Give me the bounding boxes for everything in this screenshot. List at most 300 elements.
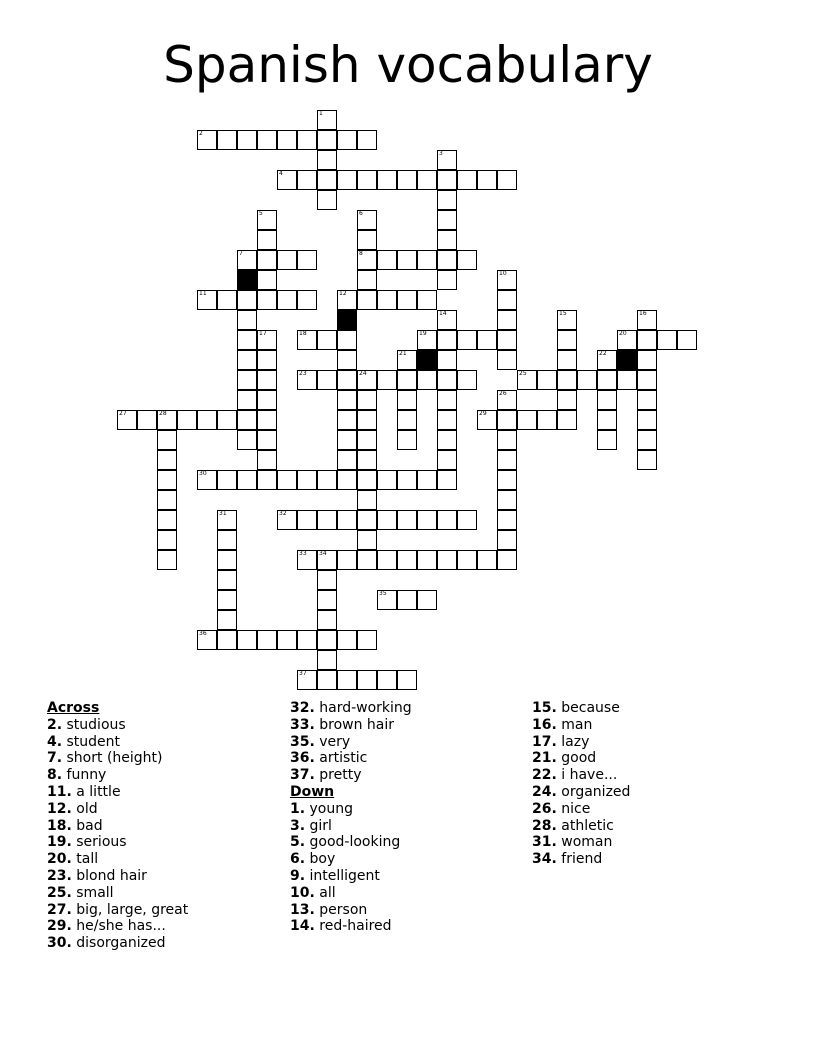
crossword-cell[interactable] — [337, 470, 357, 490]
crossword-cell[interactable] — [137, 410, 157, 430]
crossword-cell[interactable] — [197, 630, 217, 650]
clue-number: 25 — [519, 370, 527, 377]
clue-column-2 — [290, 700, 412, 935]
crossword-cell[interactable] — [417, 250, 437, 270]
page-title: Spanish vocabulary — [163, 36, 653, 94]
crossword-cell[interactable] — [257, 390, 277, 410]
crossword-cell[interactable] — [537, 410, 557, 430]
crossword-cell[interactable] — [277, 290, 297, 310]
crossword-cell[interactable] — [217, 630, 237, 650]
clue-text: hard-working — [314, 700, 412, 716]
crossword-cell[interactable] — [517, 370, 537, 390]
crossword-cell[interactable] — [217, 550, 237, 570]
clue-number: 4 — [279, 170, 283, 177]
crossword-cell[interactable] — [317, 610, 337, 630]
crossword-cell[interactable] — [357, 390, 377, 410]
crossword-cell[interactable] — [257, 290, 277, 310]
crossword-cell[interactable] — [157, 490, 177, 510]
crossword-cell[interactable] — [217, 470, 237, 490]
crossword-cell[interactable] — [257, 630, 277, 650]
crossword-cell[interactable] — [197, 410, 217, 430]
clue-number: 11 — [199, 290, 207, 297]
crossword-cell[interactable] — [577, 370, 597, 390]
crossword-cell[interactable] — [477, 330, 497, 350]
crossword-cell[interactable] — [597, 350, 617, 370]
crossword-cell[interactable] — [117, 410, 137, 430]
crossword-cell[interactable] — [557, 390, 577, 410]
crossword-cell[interactable] — [317, 590, 337, 610]
crossword-cell[interactable] — [497, 270, 517, 290]
across-heading: Across — [47, 700, 100, 716]
crossword-cell[interactable] — [337, 170, 357, 190]
clue-text: i have... — [556, 767, 618, 784]
clue-text: pretty — [314, 767, 362, 784]
crossword-cell[interactable] — [457, 510, 477, 530]
crossword-cell[interactable] — [437, 450, 457, 470]
across-clue — [47, 818, 188, 835]
crossword-cell[interactable] — [497, 410, 517, 430]
crossword-cell[interactable] — [477, 550, 497, 570]
across-clue — [47, 918, 188, 935]
crossword-cell[interactable] — [357, 630, 377, 650]
clue-number-label: 18. — [47, 817, 72, 834]
crossword-cell[interactable] — [217, 590, 237, 610]
crossword-cell[interactable] — [437, 250, 457, 270]
clue-number-label: 29. — [47, 918, 72, 935]
crossword-cell[interactable] — [257, 270, 277, 290]
crossword-cell[interactable] — [357, 550, 377, 570]
crossword-cell[interactable] — [597, 410, 617, 430]
down-clue — [532, 767, 630, 784]
crossword-cell[interactable] — [437, 190, 457, 210]
crossword-cell[interactable] — [597, 370, 617, 390]
crossword-cell[interactable] — [157, 410, 177, 430]
crossword-cell[interactable] — [437, 210, 457, 230]
crossword-cell[interactable] — [437, 470, 457, 490]
crossword-cell[interactable] — [637, 410, 657, 430]
clue-number: 37 — [299, 670, 307, 677]
crossword-cell[interactable] — [397, 510, 417, 530]
crossword-cell[interactable] — [557, 370, 577, 390]
clue-text: very — [314, 733, 351, 750]
crossword-cell[interactable] — [377, 510, 397, 530]
crossword-cell[interactable] — [497, 510, 517, 530]
crossword-cell[interactable] — [157, 430, 177, 450]
crossword-cell[interactable] — [257, 410, 277, 430]
clue-number: 26 — [499, 390, 507, 397]
crossword-cell[interactable] — [417, 330, 437, 350]
crossword-cell[interactable] — [437, 510, 457, 530]
crossword-cell[interactable] — [417, 510, 437, 530]
crossword-cell[interactable] — [297, 130, 317, 150]
crossword-cell[interactable] — [357, 230, 377, 250]
crossword-cell[interactable] — [377, 550, 397, 570]
crossword-cell[interactable] — [337, 370, 357, 390]
crossword-cell[interactable] — [397, 390, 417, 410]
clue-number-label: 14. — [290, 918, 315, 935]
crossword-cell[interactable] — [557, 330, 577, 350]
crossword-cell[interactable] — [337, 350, 357, 370]
crossword-cell[interactable] — [297, 630, 317, 650]
crossword-cell[interactable] — [357, 450, 377, 470]
clue-number-label: 1. — [290, 800, 306, 817]
clue-text: brown hair — [314, 716, 395, 733]
crossword-cell[interactable] — [257, 350, 277, 370]
crossword-cell[interactable] — [337, 410, 357, 430]
down-clue — [532, 734, 630, 751]
crossword-cell[interactable] — [277, 510, 297, 530]
crossword-cell[interactable] — [337, 290, 357, 310]
crossword-cell[interactable] — [237, 350, 257, 370]
crossword-cell[interactable] — [237, 330, 257, 350]
crossword-cell[interactable] — [297, 550, 317, 570]
crossword-cell[interactable] — [437, 170, 457, 190]
crossword-cell[interactable] — [257, 430, 277, 450]
clue-number: 6 — [359, 210, 363, 217]
crossword-cell[interactable] — [237, 370, 257, 390]
crossword-cell[interactable] — [397, 290, 417, 310]
crossword-cell[interactable] — [437, 390, 457, 410]
clue-text: blond hair — [71, 867, 147, 884]
crossword-cell[interactable] — [657, 330, 677, 350]
across-clue — [47, 784, 188, 801]
crossword-cell[interactable] — [297, 370, 317, 390]
crossword-cell[interactable] — [397, 670, 417, 690]
crossword-cell[interactable] — [357, 170, 377, 190]
clue-text: big, large, great — [71, 901, 189, 918]
clue-number: 23 — [299, 370, 307, 377]
crossword-cell[interactable] — [257, 210, 277, 230]
crossword-cell[interactable] — [557, 410, 577, 430]
crossword-cell[interactable] — [417, 550, 437, 570]
crossword-cell[interactable] — [397, 430, 417, 450]
crossword-cell[interactable] — [377, 590, 397, 610]
crossword-cell[interactable] — [317, 130, 337, 150]
crossword-cell[interactable] — [637, 390, 657, 410]
clue-number-label: 11. — [47, 783, 72, 800]
clue-text: serious — [71, 834, 127, 851]
crossword-cell[interactable] — [377, 470, 397, 490]
crossword-cell[interactable] — [417, 170, 437, 190]
crossword-cell[interactable] — [437, 230, 457, 250]
crossword-cell[interactable] — [317, 670, 337, 690]
crossword-cell[interactable] — [297, 470, 317, 490]
crossword-cell[interactable] — [637, 310, 657, 330]
crossword-cell[interactable] — [497, 450, 517, 470]
crossword-cell[interactable] — [457, 170, 477, 190]
crossword-cell[interactable] — [297, 170, 317, 190]
clue-number-label: 2. — [47, 716, 63, 733]
clue-number-label: 31. — [532, 834, 557, 851]
crossword-cell[interactable] — [257, 330, 277, 350]
crossword-cell[interactable] — [357, 210, 377, 230]
crossword-cell[interactable] — [357, 670, 377, 690]
crossword-cell[interactable] — [357, 270, 377, 290]
crossword-cell[interactable] — [497, 390, 517, 410]
clue-number: 1 — [319, 110, 323, 117]
clue-number-label: 3. — [290, 817, 306, 834]
crossword-cell[interactable] — [197, 290, 217, 310]
clue-text: lazy — [556, 733, 590, 750]
crossword-cell[interactable] — [257, 230, 277, 250]
crossword-cell[interactable] — [297, 510, 317, 530]
crossword-cell[interactable] — [217, 290, 237, 310]
crossword-cell[interactable] — [677, 330, 697, 350]
crossword-cell[interactable] — [397, 370, 417, 390]
crossword-cell[interactable] — [497, 290, 517, 310]
crossword-cell[interactable] — [637, 370, 657, 390]
crossword-cell[interactable] — [417, 290, 437, 310]
crossword-cell[interactable] — [157, 470, 177, 490]
crossword-cell[interactable] — [497, 330, 517, 350]
crossword-cell[interactable] — [317, 550, 337, 570]
clue-number-label: 35. — [290, 733, 315, 750]
crossword-cell[interactable] — [497, 530, 517, 550]
crossword-cell[interactable] — [357, 470, 377, 490]
clue-text: nice — [556, 800, 591, 817]
crossword-cell[interactable] — [377, 170, 397, 190]
crossword-cell[interactable] — [337, 630, 357, 650]
crossword-cell[interactable] — [217, 570, 237, 590]
crossword-cell[interactable] — [237, 250, 257, 270]
crossword-cell[interactable] — [357, 290, 377, 310]
crossword-cell[interactable] — [297, 290, 317, 310]
crossword-cell[interactable] — [277, 130, 297, 150]
crossword-cell[interactable] — [377, 290, 397, 310]
crossword-cell[interactable] — [217, 510, 237, 530]
crossword-cell[interactable] — [437, 330, 457, 350]
crossword-cell[interactable] — [377, 670, 397, 690]
clue-number-label: 4. — [47, 733, 63, 750]
crossword-cell[interactable] — [537, 370, 557, 390]
crossword-cell[interactable] — [297, 670, 317, 690]
clue-text: good — [556, 750, 597, 767]
crossword-cell[interactable] — [337, 510, 357, 530]
crossword-cell[interactable] — [637, 350, 657, 370]
crossword-cell[interactable] — [337, 330, 357, 350]
clue-column-3 — [532, 700, 630, 868]
clue-number: 5 — [259, 210, 263, 217]
crossword-cell[interactable] — [217, 410, 237, 430]
clue-number-label: 20. — [47, 851, 72, 868]
crossword-cell[interactable] — [437, 410, 457, 430]
clue-text: good-looking — [305, 834, 401, 851]
crossword-cell[interactable] — [397, 410, 417, 430]
clue-number-label: 37. — [290, 767, 315, 784]
clue-number: 17 — [259, 330, 267, 337]
clue-number-label: 21. — [532, 750, 557, 767]
crossword-cell[interactable] — [337, 430, 357, 450]
clue-text: intelligent — [305, 867, 380, 884]
crossword-cell[interactable] — [437, 270, 457, 290]
crossword-cell[interactable] — [317, 510, 337, 530]
crossword-cell[interactable] — [357, 430, 377, 450]
crossword-cell[interactable] — [557, 350, 577, 370]
crossword-cell[interactable] — [457, 550, 477, 570]
crossword-cell[interactable] — [597, 390, 617, 410]
clue-number: 10 — [499, 270, 507, 277]
crossword-cell[interactable] — [357, 510, 377, 530]
crossword-cell[interactable] — [497, 350, 517, 370]
crossword-cell[interactable] — [317, 150, 337, 170]
crossword-cell[interactable] — [157, 530, 177, 550]
crossword-cell[interactable] — [397, 250, 417, 270]
crossword-cell[interactable] — [637, 450, 657, 470]
clue-number: 19 — [419, 330, 427, 337]
crossword-cell[interactable] — [157, 450, 177, 470]
crossword-cell[interactable] — [317, 330, 337, 350]
crossword-cell[interactable] — [317, 170, 337, 190]
crossword-cell[interactable] — [457, 250, 477, 270]
crossword-cell[interactable] — [497, 430, 517, 450]
crossword-cell[interactable] — [297, 330, 317, 350]
crossword-cell[interactable] — [277, 170, 297, 190]
clue-number-label: 33. — [290, 716, 315, 733]
clue-text: student — [62, 733, 121, 750]
clue-text: boy — [305, 851, 336, 868]
crossword-cell[interactable] — [477, 170, 497, 190]
crossword-cell[interactable] — [357, 370, 377, 390]
clue-text: woman — [556, 834, 613, 851]
crossword-cell[interactable] — [237, 390, 257, 410]
crossword-cell[interactable] — [337, 550, 357, 570]
clue-number: 34 — [319, 550, 327, 557]
crossword-cell[interactable] — [497, 470, 517, 490]
crossword-cell[interactable] — [297, 250, 317, 270]
crossword-cell[interactable] — [237, 470, 257, 490]
crossword-cell[interactable] — [437, 550, 457, 570]
crossword-cell[interactable] — [357, 130, 377, 150]
crossword-cell[interactable] — [477, 410, 497, 430]
crossword-cell[interactable] — [237, 430, 257, 450]
clue-number-label: 12. — [47, 800, 72, 817]
crossword-cell[interactable] — [397, 550, 417, 570]
black-square — [617, 350, 637, 370]
crossword-cell[interactable] — [237, 290, 257, 310]
crossword-cell[interactable] — [237, 630, 257, 650]
clue-number: 24 — [359, 370, 367, 377]
crossword-cell[interactable] — [397, 470, 417, 490]
crossword-cell[interactable] — [257, 470, 277, 490]
clue-number-label: 7. — [47, 750, 63, 767]
crossword-cell[interactable] — [517, 410, 537, 430]
clue-text: small — [71, 884, 114, 901]
crossword-cell[interactable] — [417, 590, 437, 610]
crossword-cell[interactable] — [357, 490, 377, 510]
crossword-cell[interactable] — [257, 370, 277, 390]
crossword-cell[interactable] — [557, 310, 577, 330]
clue-text: a little — [71, 783, 121, 800]
clue-text: bad — [71, 817, 103, 834]
crossword-cell[interactable] — [317, 650, 337, 670]
crossword-cell[interactable] — [397, 350, 417, 370]
clue-number-label: 32. — [290, 700, 315, 716]
clue-number-label: 16. — [532, 716, 557, 733]
clue-number: 29 — [479, 410, 487, 417]
crossword-cell[interactable] — [317, 370, 337, 390]
crossword-cell[interactable] — [397, 170, 417, 190]
crossword-cell[interactable] — [637, 430, 657, 450]
crossword-cell[interactable] — [457, 330, 477, 350]
crossword-cell[interactable] — [257, 250, 277, 270]
down-clue — [532, 818, 630, 835]
clue-number-label: 23. — [47, 867, 72, 884]
crossword-cell[interactable] — [437, 310, 457, 330]
crossword-cell[interactable] — [217, 610, 237, 630]
crossword-cell[interactable] — [177, 410, 197, 430]
crossword-cell[interactable] — [197, 130, 217, 150]
crossword-cell[interactable] — [377, 250, 397, 270]
clue-text: disorganized — [71, 935, 166, 952]
crossword-cell[interactable] — [277, 250, 297, 270]
crossword-cell[interactable] — [237, 310, 257, 330]
crossword-cell[interactable] — [417, 370, 437, 390]
crossword-cell[interactable] — [257, 130, 277, 150]
crossword-cell[interactable] — [357, 530, 377, 550]
down-clue — [290, 868, 412, 885]
crossword-cell[interactable] — [217, 130, 237, 150]
crossword-cell[interactable] — [597, 430, 617, 450]
crossword-cell[interactable] — [417, 470, 437, 490]
crossword-cell[interactable] — [157, 510, 177, 530]
crossword-cell[interactable] — [317, 110, 337, 130]
crossword-cell[interactable] — [617, 370, 637, 390]
clue-number-label: 5. — [290, 834, 306, 851]
clue-text: friend — [556, 851, 603, 868]
crossword-cell[interactable] — [277, 630, 297, 650]
crossword-cell[interactable] — [197, 470, 217, 490]
crossword-cell[interactable] — [357, 410, 377, 430]
down-clue — [532, 801, 630, 818]
crossword-cell[interactable] — [317, 630, 337, 650]
crossword-cell[interactable] — [497, 490, 517, 510]
crossword-cell[interactable] — [497, 170, 517, 190]
black-square — [337, 310, 357, 330]
crossword-cell[interactable] — [437, 150, 457, 170]
crossword-cell[interactable] — [637, 330, 657, 350]
crossword-cell[interactable] — [357, 250, 377, 270]
crossword-cell[interactable] — [397, 590, 417, 610]
crossword-cell[interactable] — [277, 470, 297, 490]
crossword-cell[interactable] — [157, 550, 177, 570]
crossword-cell[interactable] — [237, 410, 257, 430]
down-clue — [532, 834, 630, 851]
clue-text: girl — [305, 817, 332, 834]
crossword-cell[interactable] — [237, 130, 257, 150]
clue-text: person — [314, 901, 368, 918]
crossword-cell[interactable] — [437, 350, 457, 370]
crossword-cell[interactable] — [257, 450, 277, 470]
crossword-cell[interactable] — [337, 130, 357, 150]
crossword-cell[interactable] — [317, 190, 337, 210]
crossword-cell[interactable] — [337, 390, 357, 410]
crossword-cell[interactable] — [377, 370, 397, 390]
crossword-cell[interactable] — [337, 670, 357, 690]
crossword-cell[interactable] — [457, 370, 477, 390]
crossword-cell[interactable] — [437, 430, 457, 450]
clue-text: young — [305, 800, 353, 817]
crossword-cell[interactable] — [437, 370, 457, 390]
crossword-cell[interactable] — [617, 330, 637, 350]
crossword-cell[interactable] — [317, 470, 337, 490]
across-clue — [47, 767, 188, 784]
crossword-cell[interactable] — [497, 310, 517, 330]
clue-number: 21 — [399, 350, 407, 357]
crossword-cell[interactable] — [337, 450, 357, 470]
crossword-cell[interactable] — [497, 550, 517, 570]
crossword-cell[interactable] — [317, 570, 337, 590]
crossword-cell[interactable] — [217, 530, 237, 550]
